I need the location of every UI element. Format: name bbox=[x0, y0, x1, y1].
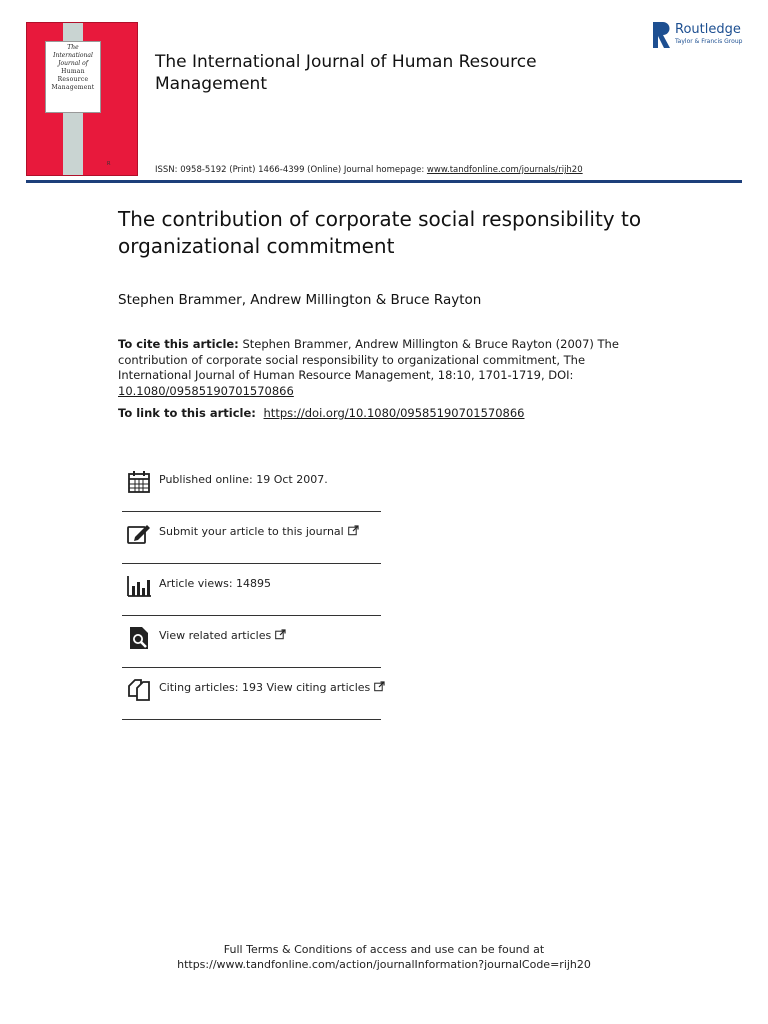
bar-chart-icon bbox=[127, 574, 151, 598]
journal-homepage-link[interactable]: www.tandfonline.com/journals/rijh20 bbox=[426, 165, 583, 175]
external-link-icon bbox=[275, 629, 286, 640]
external-link-icon bbox=[374, 681, 385, 692]
submit-article-link[interactable] bbox=[159, 525, 359, 538]
logo-name: Routledge bbox=[675, 22, 741, 37]
citing-documents-icon bbox=[127, 678, 151, 702]
article-authors: Stephen Brammer, Andrew Millington & Bruce Rayton bbox=[118, 292, 482, 308]
article-title: The contribution of corporate social responsibility to organizational commitment bbox=[118, 207, 642, 258]
article-link-line bbox=[118, 406, 524, 420]
footer-line: Full Terms & Conditions of access and use can be found at bbox=[223, 943, 545, 956]
article-meta-list bbox=[122, 460, 381, 720]
cover-label bbox=[45, 41, 101, 113]
cover-label-line: The bbox=[67, 44, 79, 51]
cover-label-line: Human bbox=[61, 68, 85, 75]
list-item-views bbox=[122, 564, 381, 616]
calendar-icon bbox=[127, 470, 151, 494]
logo-subtitle: Taylor & Francis Group bbox=[675, 38, 743, 45]
related-articles-label: View related articles bbox=[159, 629, 272, 642]
citing-articles-label: Citing articles: 193 View citing articles bbox=[159, 681, 371, 694]
cover-publisher-mark: R bbox=[107, 161, 111, 167]
journal-cover-image bbox=[26, 22, 138, 176]
published-date: Published online: 19 Oct 2007. bbox=[159, 473, 328, 486]
link-label: To link to this article: bbox=[118, 406, 256, 420]
external-link-icon bbox=[348, 525, 359, 536]
cover-label-line: International bbox=[53, 52, 93, 59]
cite-doi-link[interactable]: 10.1080/09585190701570866 bbox=[118, 383, 294, 398]
citing-articles-link[interactable] bbox=[159, 681, 385, 694]
issn-text: ISSN: 0958-5192 (Print) 1466-4399 (Online) Journal homepage: bbox=[155, 165, 425, 175]
cover-label-line: Journal of bbox=[58, 60, 88, 67]
cover-label-line: Resource bbox=[57, 76, 89, 83]
routledge-logo-icon bbox=[653, 22, 671, 48]
cite-label: To cite this article: bbox=[118, 337, 239, 351]
article-doi-link[interactable]: https://doi.org/10.1080/09585190701570866 bbox=[263, 406, 525, 420]
edit-icon bbox=[127, 522, 151, 546]
list-item-submit[interactable] bbox=[122, 512, 381, 564]
citation-block bbox=[118, 337, 638, 399]
list-item-published bbox=[122, 460, 381, 512]
cover-label-line: Management bbox=[51, 84, 95, 91]
list-item-related[interactable] bbox=[122, 616, 381, 668]
publisher-logo[interactable] bbox=[653, 22, 748, 50]
footer-terms-link[interactable]: https://www.tandfonline.com/action/journalInformation?journalCode=rijh20 bbox=[177, 958, 591, 971]
related-search-icon bbox=[127, 626, 151, 650]
issn-line bbox=[155, 165, 583, 175]
related-articles-link[interactable] bbox=[159, 629, 286, 642]
journal-title: The International Journal of Human Resource Management bbox=[155, 52, 537, 94]
footer-terms bbox=[0, 942, 768, 972]
article-views: Article views: 14895 bbox=[159, 577, 272, 590]
cite-text: Stephen Brammer, Andrew Millington & Bruce Rayton (2007) The contribution of corporate social responsibility to organizational commitment, The International Journal of Human Resource Management, 18:10, 1701-1719, DOI: bbox=[118, 337, 619, 382]
header-divider bbox=[26, 180, 742, 183]
submit-article-label: Submit your article to this journal bbox=[159, 525, 344, 538]
list-item-citing[interactable] bbox=[122, 668, 381, 720]
